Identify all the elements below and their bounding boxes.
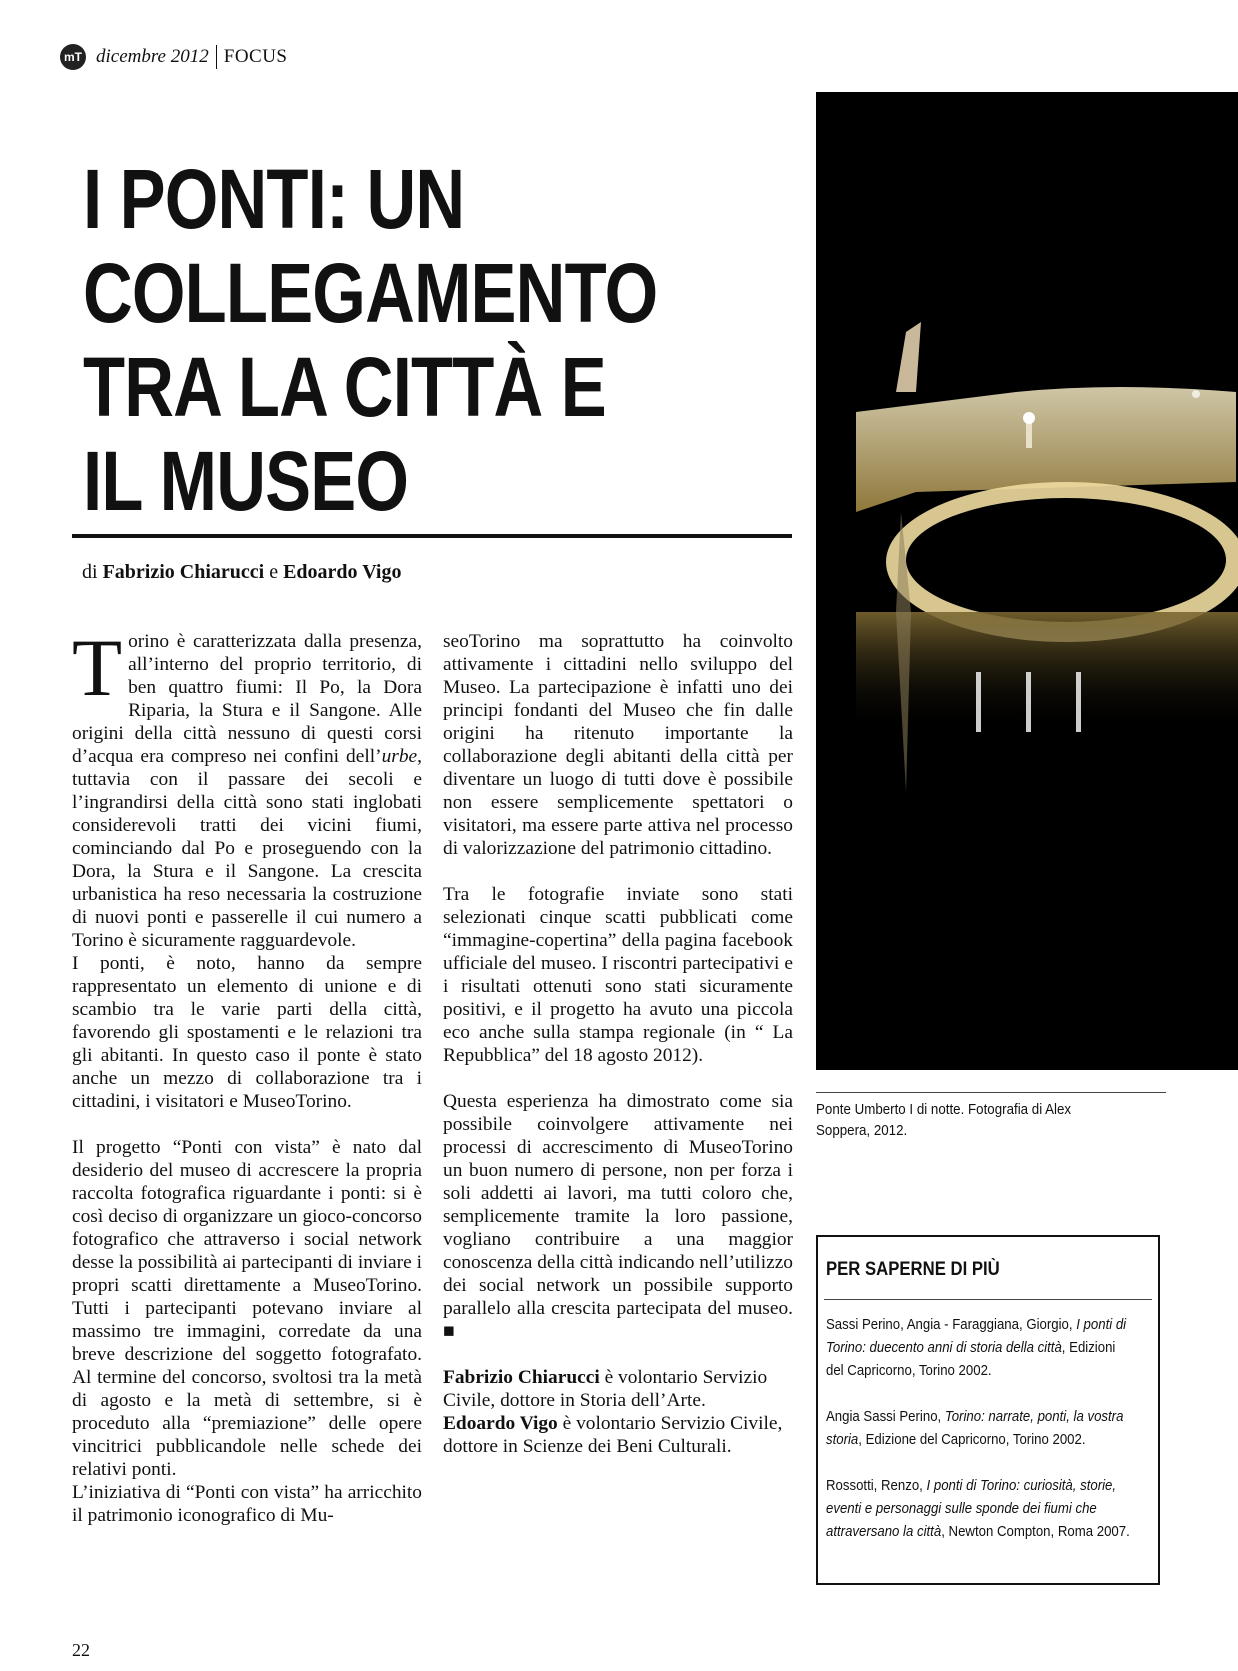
drop-cap: T	[72, 622, 123, 713]
paragraph: I ponti, è noto, hanno da sempre rappresentato un elemento di unione e di scambio tra le varie parti della città, favorendo gli spostamenti e le relazioni tra gli abitanti. In questo caso il ponte è stato anche un mezzo di collaborazione tra i cittadini, i visitatori e MuseoTorino.	[72, 953, 422, 1112]
byline	[82, 561, 401, 584]
reference-item: Rossotti, Renzo, I ponti di Torino: curiosità, storie, eventi e personaggi sulle sponde dei fiumi che attraversano la città, Newton Compton, Roma 2007.	[826, 1477, 1130, 1540]
page-number: 22	[72, 1640, 90, 1660]
byline-prefix: di	[82, 561, 98, 583]
author-1: Fabrizio Chiarucci	[102, 561, 265, 583]
section-name: FOCUS	[223, 46, 288, 67]
bridge-illustration	[816, 92, 1238, 1070]
title-line-3: TRA LA CITTÀ E	[83, 340, 606, 434]
paragraph: Torino è caratterizzata dalla presenza, all’interno del proprio territorio, di ben quattro fiumi: Il Po, la Dora Riparia, la Stura e il Sangone. Alle origini della città nessuno di questi corsi d’acqua era compreso nei confini dell’urbe, tuttavia con il passare dei secoli e l’ingrandirsi della città sono stati inglobati considerevoli tratti dei vicini fiumi, cominciando dal Po e proseguendo con la Dora, la Stura e il Sangone. La crescita urbanistica ha reso necessaria la costruzione di nuovi ponti e passerelle il cui numero a Torino è sicuramente ragguardevole.	[72, 622, 422, 951]
article-title	[83, 152, 657, 528]
header-divider	[216, 45, 217, 69]
text-column-1	[72, 622, 422, 1527]
text-column-2	[443, 630, 793, 1458]
author-bio: Fabrizio Chiarucci è volontario Servizio Civile, dottore in Storia dell’Arte. Edoardo Vigo è volontario Servizio Civile, dottore in Scienze dei Beni Culturali.	[443, 1367, 783, 1457]
magazine-logo: mT	[60, 44, 86, 70]
paragraph: Il progetto “Ponti con vista” è nato dal desiderio del museo di accrescere la propria raccolta fotografica riguardante i ponti: si è così deciso di organizzare un gioco-concorso fotografico che attraverso i social network desse la possibilità ai partecipanti di inviare i propri scatti direttamente a MuseoTorino. Tutti i partecipanti potevano inviare al massimo tre immagini, corredate da una breve descrizione del soggetto fotografato. Al termine del concorso, svoltosi tra la metà di agosto e la metà di settembre, si è proceduto alla “premiazione” delle opere vincitrici pubblicandole nelle schede dei relativi ponti.	[72, 1137, 422, 1480]
reference-item: Sassi Perino, Angia - Faraggiana, Giorgio, I ponti di Torino: duecento anni di storia della città, Edizioni del Capricorno, Torino 2002.	[826, 1316, 1127, 1379]
further-reading-box	[816, 1235, 1160, 1585]
bridge-night-photo	[816, 92, 1238, 1070]
further-reading-title: PER SAPERNE DI PIÙ	[826, 1259, 1000, 1280]
issue-date: dicembre 2012	[96, 46, 209, 67]
title-line-4: IL MUSEO	[83, 434, 409, 528]
title-line-1: I PONTI: UN	[83, 152, 465, 246]
title-line-2: COLLEGAMENTO	[83, 246, 658, 340]
paragraph: Tra le fotografie inviate sono stati selezionati cinque scatti pubblicati come “immagine-copertina” della pagina facebook ufficiale del museo. I riscontri partecipativi e i risultati ottenuti sono stati sicuramente positivi, e il progetto ha avuto una piccola eco anche sulla stampa regionale (in “ La Repubblica” del 18 agosto 2012).	[443, 884, 793, 1066]
author-2: Edoardo Vigo	[283, 561, 402, 583]
title-rule	[72, 534, 792, 538]
page-header	[60, 42, 288, 72]
photo-caption: Ponte Umberto I di notte. Fotografia di Alex Soppera, 2012.	[816, 1102, 1072, 1139]
caption-rule	[816, 1092, 1166, 1093]
end-mark: ■	[443, 1321, 455, 1342]
paragraph: L’iniziativa di “Ponti con vista” ha arricchito il patrimonio iconografico di Mu-	[72, 1482, 422, 1526]
reference-list	[826, 1313, 1134, 1566]
byline-conj: e	[269, 561, 279, 583]
reference-item: Angia Sassi Perino, Torino: narrate, ponti, la vostra storia, Edizione del Capricorno, Torino 2002.	[826, 1408, 1124, 1448]
paragraph: Questa esperienza ha dimostrato come sia possibile coinvolgere attivamente nei processi di accrescimento di MuseoTorino un buon numero di persone, non per forza i soli addetti ai lavori, ma tutti coloro che, semplicemente tramite la loro passione, vogliano contribuire a una maggior conoscenza della città indicando nell’utilizzo dei social network un possibile supporto parallelo alla crescita partecipata del museo. ■	[443, 1091, 793, 1342]
paragraph: seoTorino ma soprattutto ha coinvolto attivamente i cittadini nello sviluppo del Museo. La partecipazione è infatti uno dei principi fondanti del Museo che fin dalle origini ha ritenuto importante la collaborazione degli abitanti della città per diventare un luogo di tutti dove è possibile non essere semplicemente spettatori o visitatori, ma essere parte attiva nel processo di valorizzazione del patrimonio cittadino.	[443, 631, 793, 859]
box-divider	[824, 1299, 1152, 1300]
